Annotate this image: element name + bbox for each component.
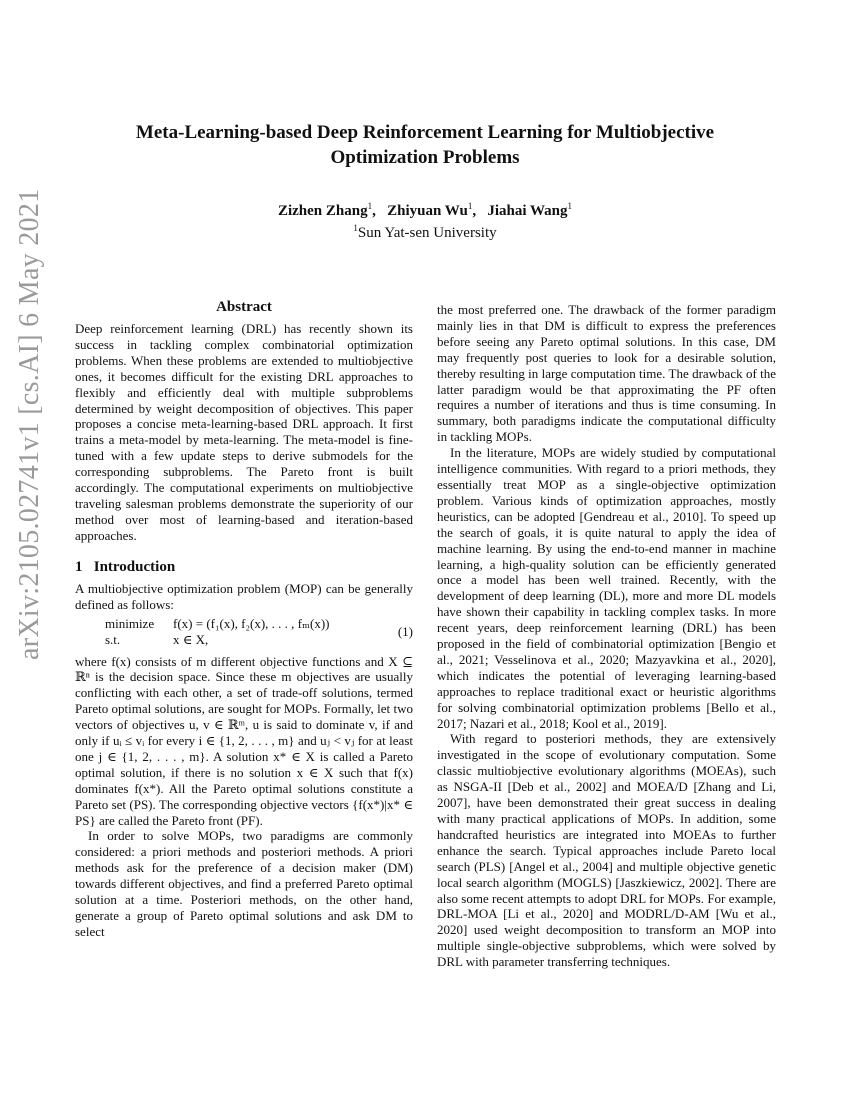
intro-paragraph-continued: the most preferred one. The drawback of the former paradigm mainly lies in that DM is difficult to express the preferences before seeing any Pareto optimal solutions. In this case, DM may frequently post queries to look for a desirable solution, thereby resulting in large computation time. The drawback of the latter paradigm would be that approximating the PF often requires a number of iterations and thus is time consuming. In summary, both paradigms indicate the computational difficulty in tackling MOPs. [437,302,776,445]
intro-paragraph-1: A multiobjective optimization problem (MOP) can be generally defined as follows: [75,580,413,612]
author-name: Jiahai Wang [487,203,568,219]
paper-title [100,120,750,170]
author-affil-mark: 1 [367,201,373,211]
equation-keyword: minimize [105,615,155,631]
abstract-heading: Abstract [216,299,272,315]
author-list: Zizhen Zhang$^1$, Zhiyuan Wu$^1$, Jiahai Wang$^1$ [277,201,573,219]
affiliation-name: Sun Yat-sen University [357,225,497,241]
intro-paragraph-2: where f(x) consists of m different objective functions and X ⊆ ℝⁿ is the decision space. Since these m objectives are usually conflicting with each other, a set of trade-off solutions, termed Pareto optimal solutions, are sought for MOPs. Formally, let two vectors of objectives u, v ∈ ℝᵐ, u is said to dominate v, if and only if uᵢ ≤ vᵢ for every i ∈ {1, 2, . . . , m} and uⱼ < vⱼ for at least one j ∈ {1, 2, . . . , m}. A solution x* ∈ X is called a Pareto optimal solution, if there is no solution x ∈ X such that f(x) dominates f(x*). All the Pareto optimal solutions constitute a Pareto set (PS). The corresponding objective vectors {f(x*)|x* ∈ PS} are called the Pareto front (PF). [75,653,413,828]
equation-expression: f(x) = (f₁(x), f₂(x), . . . , fₘ(x)) [173,615,330,631]
left-column [75,297,413,940]
equation-row-objective [105,616,329,632]
equation-row-constraint [105,632,208,648]
intro-paragraph-posteriori: With regard to posteriori methods, they are extensively investigated in the scope of evolutionary computation. Some classic multiobjective evolutionary algorithms (MOEAs), such as NSGA-II [Deb et al., 2002] and MOEA/D [Zhang and Li, 2007], have been demonstrated their great success in dealing with many practical applications of MOPs. In addition, some handcrafted heuristics are integrated into MOEAs to further enhance the search. Typical approaches include Pareto local search (PLS) [Angel et al., 2004] and multiple objective genetic local search algorithm (MOGLS) [Jaszkiewicz, 2002]. There are also some recent attempts to adopt DRL for MOPs. For example, DRL-MOA [Li et al., 2020] and MODRL/D-AM [Wu et al., 2020] used weight decomposition to transform an MOP into multiple single-objective subproblems, which were solved by DRL with parameter transferring techniques. [437,731,776,970]
equation-keyword: s.t. [105,631,121,647]
arxiv-id-text: arXiv:2105.02741v1 [cs.AI] 6 May 2021 [14,188,45,660]
author-name: Zhiyuan Wu [387,203,468,219]
equation-expression: x ∈ X, [173,631,209,647]
section-heading [75,557,413,577]
intro-paragraph-3: In order to solve MOPs, two paradigms are commonly considered: a priori methods and posteriori methods. A priori methods ask for the preference of a decision maker (DM) towards different objectives, and find a preferred Pareto optimal solution at a time. Posteriori methods, on the other hand, generate a group of Pareto optimal solutions and ask DM to select [75,828,413,939]
paper-title-line-2: Optimization Problems [330,147,520,168]
section-title: Introduction [93,558,176,575]
equation-1 [75,615,413,651]
author-name: Zizhen Zhang [277,203,368,219]
right-column [437,302,776,970]
author-affil-mark: 1 [567,201,573,211]
abstract-text: Deep reinforcement learning (DRL) has recently shown its success in tackling complex combinatorial optimization problems. When these problems are extended to multiobjective ones, it becomes difficult for the existing DRL approaches to flexibly and efficiently deal with multiple subproblems determined by weight decomposition of objectives. This paper proposes a concise meta-learning-based DRL approach. It first trains a meta-model by meta-learning. The meta-model is fine-tuned with a few update steps to derive submodels for the corresponding subproblems. The Pareto front is built accordingly. The computational experiments on multiobjective traveling salesman problems demonstrate the superiority of our method over most of learning-based and iteration-based approaches. [75,321,413,543]
equation-number: (1) [397,623,413,639]
author-affil-mark: 1 [467,201,473,211]
affiliation [100,223,750,243]
intro-paragraph-literature: In the literature, MOPs are widely studied by computational intelligence communities. With regard to a priori methods, they essentially treat MOP as a single-objective optimization problem. Various kinds of optimization approaches, mostly heuristics, can be adopted [Gendreau et al., 2010]. To speed up the search of goals, it is quite natural to apply the idea of machine learning. By using the end-to-end manner in machine learning, a high-quality solution can be efficiently generated once a model has been well trained. Recently, with the development of deep learning (DL), more and more DL models have shown their capability in tackling complex tasks. In more recent years, deep reinforcement learning (DRL) has been proposed in the field of combinatorial optimization [Bengio et al., 2021; Vesselinova et al., 2020; Mazyavkina et al., 2020], which indicates the potential of leveraging learning-based approaches to replace traditional exact or heuristic algorithms for solving combinatorial optimization problems [Bello et al., 2017; Nazari et al., 2018; Kool et al., 2019]. [437,445,776,731]
section-number: 1 [75,558,83,575]
affiliation-mark: 1 [353,223,358,233]
paper-title-line-1: Meta-Learning-based Deep Reinforcement Learning for Multiobjective [135,122,715,143]
